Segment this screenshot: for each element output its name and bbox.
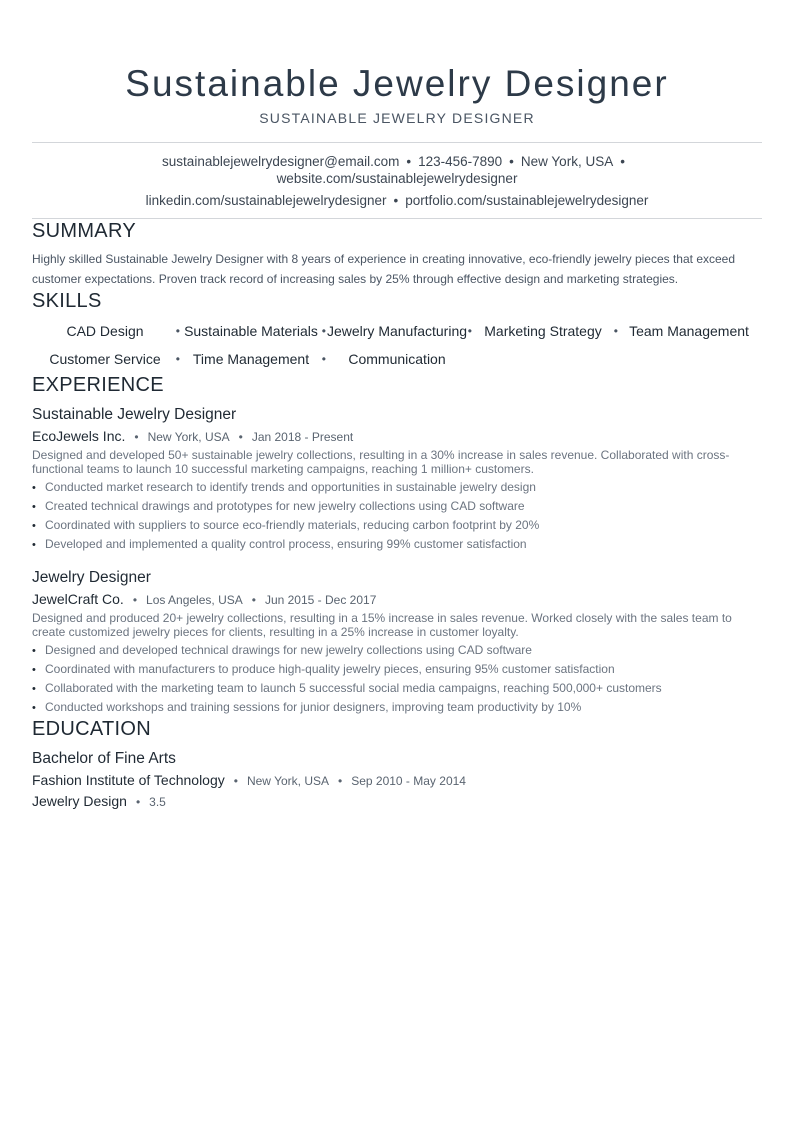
- summary-heading: SUMMARY: [32, 220, 136, 242]
- job-bullet: • Coordinated with manufacturers to produce high-quality jewelry pieces, ensuring 95% customer satisfaction: [32, 660, 762, 679]
- skill-label: Sustainable Materials: [184, 323, 318, 339]
- contact-separator: •: [393, 193, 399, 208]
- contact-separator: •: [620, 154, 625, 169]
- job-description: Designed and developed 50+ sustainable jewelry collections, resulting in a 30% increase in sales revenue. Collaborated with cross-functional teams to launch 10 successful marketing campaigns, reaching 1 million+ customers.: [32, 448, 730, 476]
- contact-line-2: [32, 192, 762, 209]
- major-name: Jewelry Design: [32, 793, 127, 809]
- gpa-value: 3.5: [149, 795, 166, 809]
- contact-separator: •: [406, 154, 412, 169]
- skills-list: [32, 317, 762, 373]
- job-bullet: • Designed and developed technical drawings for new jewelry collections using CAD software: [32, 641, 762, 660]
- job-bullet: • Coordinated with suppliers to source eco-friendly materials, reducing carbon footprint by 20%: [32, 516, 762, 535]
- skill-label: Marketing Strategy: [484, 323, 602, 339]
- skill-separator: •: [175, 352, 180, 366]
- meta-separator: •: [132, 593, 138, 607]
- job-bullets: [32, 478, 762, 554]
- job-bullet: • Developed and implemented a quality control process, ensuring 99% customer satisfaction: [32, 535, 762, 554]
- contact-website[interactable]: website.com/sustainablejewelrydesigner: [276, 171, 518, 186]
- experience-entry: [32, 405, 762, 554]
- education-heading: EDUCATION: [32, 718, 151, 740]
- job-location: Los Angeles, USA: [146, 593, 243, 607]
- job-dates: Jun 2015 - Dec 2017: [264, 593, 377, 607]
- summary-text: Highly skilled Sustainable Jewelry Designer with 8 years of experience in creating innovative, eco-friendly jewelry pieces that exceed customer expectations. Proven track record of increasing sales by 25% through effective design and marketing strategies.: [32, 252, 736, 286]
- contact-location: New York, USA: [520, 154, 614, 169]
- skill-item: [321, 345, 470, 373]
- company-name: JewelCraft Co.: [32, 591, 124, 607]
- skill-item: [175, 345, 326, 373]
- job-bullet: • Conducted workshops and training sessions for junior designers, improving team productivity by 10%: [32, 698, 762, 717]
- job-meta: [32, 427, 762, 446]
- education-major-line: [32, 792, 762, 811]
- experience-heading: EXPERIENCE: [32, 374, 164, 396]
- contact-line-1: [32, 153, 762, 187]
- header-divider-top: [32, 142, 762, 143]
- company-name: EcoJewels Inc.: [32, 428, 126, 444]
- job-title: Jewelry Designer: [32, 569, 151, 586]
- education-meta: [32, 771, 762, 790]
- candidate-name: Sustainable Jewelry Designer: [125, 63, 669, 104]
- contact-portfolio[interactable]: portfolio.com/sustainablejewelrydesigner: [405, 193, 649, 208]
- school-location: New York, USA: [246, 774, 330, 788]
- meta-separator: •: [135, 795, 141, 809]
- candidate-title: SUSTAINABLE JEWELRY DESIGNER: [259, 110, 535, 126]
- contact-separator: •: [509, 154, 514, 169]
- skill-separator: •: [321, 324, 326, 338]
- skill-item: [32, 317, 178, 345]
- skills-heading: SKILLS: [32, 290, 102, 312]
- meta-separator: •: [134, 430, 139, 444]
- skill-separator: •: [467, 324, 472, 338]
- skill-separator: •: [175, 324, 180, 338]
- job-bullets: [32, 641, 762, 717]
- meta-separator: •: [238, 430, 243, 444]
- meta-separator: •: [251, 593, 256, 607]
- job-dates: Jan 2018 - Present: [251, 430, 354, 444]
- skill-item: [613, 317, 762, 345]
- job-bullet: • Created technical drawings and prototypes for new jewelry collections using CAD software: [32, 497, 762, 516]
- skill-label: CAD Design: [66, 323, 144, 339]
- contact-linkedin[interactable]: linkedin.com/sustainablejewelrydesigner: [145, 193, 387, 208]
- skill-label: Customer Service: [49, 351, 161, 367]
- skill-label: Communication: [348, 351, 446, 367]
- meta-separator: •: [233, 774, 238, 788]
- contact-email[interactable]: sustainablejewelrydesigner@email.com: [162, 154, 400, 169]
- education-dates: Sep 2010 - May 2014: [351, 774, 466, 788]
- skill-separator: •: [613, 324, 618, 338]
- degree-title: Bachelor of Fine Arts: [32, 750, 176, 767]
- skill-item: [321, 317, 472, 345]
- school-name: Fashion Institute of Technology: [32, 772, 225, 788]
- job-title: Sustainable Jewelry Designer: [32, 406, 237, 423]
- skill-label: Jewelry Manufacturing: [326, 323, 468, 339]
- meta-separator: •: [338, 774, 343, 788]
- skill-label: Time Management: [192, 351, 310, 367]
- skill-item: [467, 317, 618, 345]
- skill-item: [32, 345, 178, 373]
- job-meta: [32, 590, 762, 609]
- job-bullet: • Conducted market research to identify trends and opportunities in sustainable jewelry design: [32, 478, 762, 497]
- skill-separator: •: [321, 352, 326, 366]
- experience-entry: [32, 568, 762, 717]
- skill-item: [175, 317, 326, 345]
- job-bullet: • Collaborated with the marketing team to launch 5 successful social media campaigns, reaching 500,000+ customers: [32, 679, 762, 698]
- job-location: New York, USA: [147, 430, 230, 444]
- skill-label: Team Management: [629, 323, 749, 339]
- job-description: Designed and produced 20+ jewelry collections, resulting in a 15% increase in sales revenue. Worked closely with the sales team to create customized jewelry pieces for clients, resulting in a 25% increase in customer loyalty.: [32, 611, 732, 639]
- contact-phone[interactable]: 123-456-7890: [418, 154, 503, 169]
